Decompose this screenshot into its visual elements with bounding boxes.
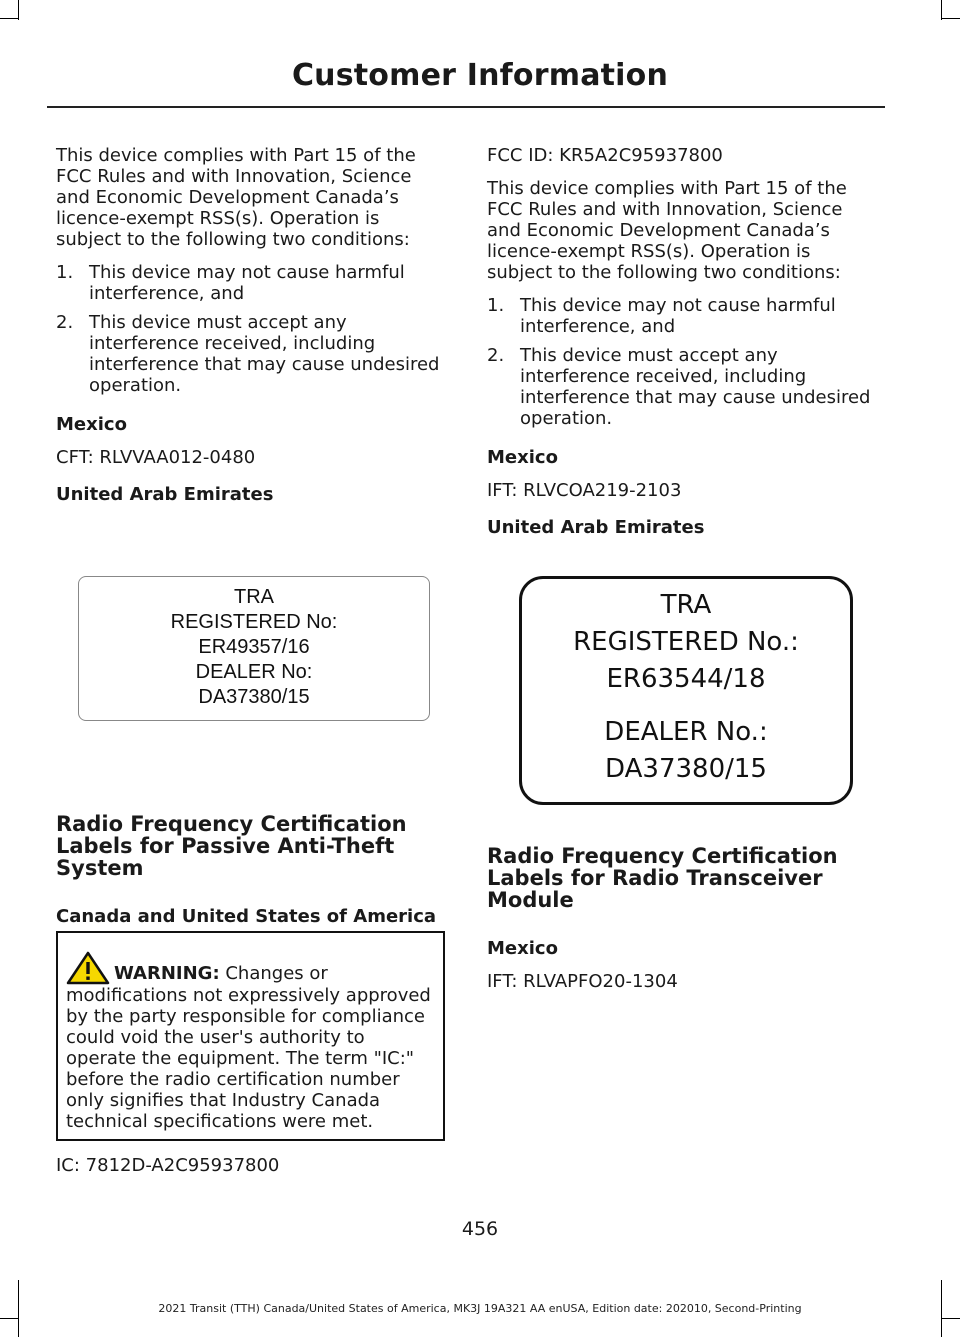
right-column bbox=[487, 145, 877, 550]
compliance-intro: This device complies with Part 15 of the FCC Rules and with Innovation, Science and Economic Development Canada’s licence-exempt RSS(s). Operation is subject to the following two conditions: bbox=[56, 145, 416, 250]
title-divider bbox=[47, 106, 885, 108]
uae-tra-label-image: TRA REGISTERED No: ER49357/16 DEALER No: DA37380/15 bbox=[78, 576, 430, 721]
mexico-heading: Mexico bbox=[487, 447, 558, 468]
crop-mark-bottom-right-h bbox=[942, 1318, 960, 1319]
list-item: 1. This device may not cause harmful interference, and bbox=[487, 295, 836, 337]
region-heading: Canada and United States of America bbox=[56, 906, 437, 927]
uae-heading: United Arab Emirates bbox=[56, 484, 274, 505]
warning-box bbox=[56, 931, 445, 1141]
fcc-id: FCC ID: KR5A2C95937800 bbox=[487, 145, 723, 166]
compliance-intro: This device complies with Part 15 of the FCC Rules and with Innovation, Science and Economic Development Canada’s licence-exempt RSS(s). Operation is subject to the following two conditions: bbox=[487, 178, 847, 283]
section-heading-radio-transceiver: Radio Frequency Certification Labels for Radio Transceiver Module bbox=[487, 844, 838, 912]
left-section-2 bbox=[56, 813, 446, 939]
footer-edition-info: 2021 Transit (TTH) Canada/United States of America, MK3J 19A321 AA enUSA, Edition date: 202010, Second-Printing bbox=[158, 1302, 802, 1315]
page-title: Customer Information bbox=[291, 58, 669, 93]
warning-label: WARNING: bbox=[114, 963, 220, 984]
crop-mark-top-left-h bbox=[0, 18, 18, 19]
crop-mark-top-right-h bbox=[942, 18, 960, 19]
mexico-cert-id: IFT: RLVCOA219-2103 bbox=[487, 480, 682, 501]
conditions-list bbox=[487, 295, 877, 429]
list-item: 2. This device must accept any interference received, including interference that may cause undesired operation. bbox=[56, 312, 440, 396]
conditions-list bbox=[56, 262, 446, 396]
list-item: 2. This device must accept any interference received, including interference that may cause undesired operation. bbox=[487, 345, 871, 429]
mexico-heading: Mexico bbox=[56, 414, 127, 435]
page-number: 456 bbox=[461, 1218, 499, 1240]
warning-triangle-icon bbox=[66, 951, 110, 985]
crop-mark-top-right-v bbox=[941, 0, 942, 20]
section-heading-passive-anti-theft: Radio Frequency Certification Labels for Passive Anti-Theft System bbox=[56, 812, 407, 880]
list-item: 1. This device may not cause harmful interference, and bbox=[56, 262, 405, 304]
uae-tra-label-image: TRA REGISTERED No.: ER63544/18 DEALER No.: DA37380/15 bbox=[519, 576, 853, 805]
warning-text: Changes or modifications not expressively approved by the party responsible for compliance could void the user's authority to operate the equipment. The term "IC:" before the radio certification number only signifies that Industry Canada technical specifications were met. bbox=[66, 963, 431, 1132]
crop-mark-bottom-left-h bbox=[0, 1318, 18, 1319]
mexico-heading: Mexico bbox=[487, 938, 558, 959]
left-column bbox=[56, 145, 446, 517]
mexico-cert-id: IFT: RLVAPFO20-1304 bbox=[487, 971, 678, 992]
right-section-2 bbox=[487, 845, 877, 1004]
mexico-cert-id: CFT: RLVVAA012-0480 bbox=[56, 447, 256, 468]
ic-cert-id: IC: 7812D-A2C95937800 bbox=[56, 1155, 280, 1176]
uae-heading: United Arab Emirates bbox=[487, 517, 705, 538]
crop-mark-top-left-v bbox=[18, 0, 19, 20]
